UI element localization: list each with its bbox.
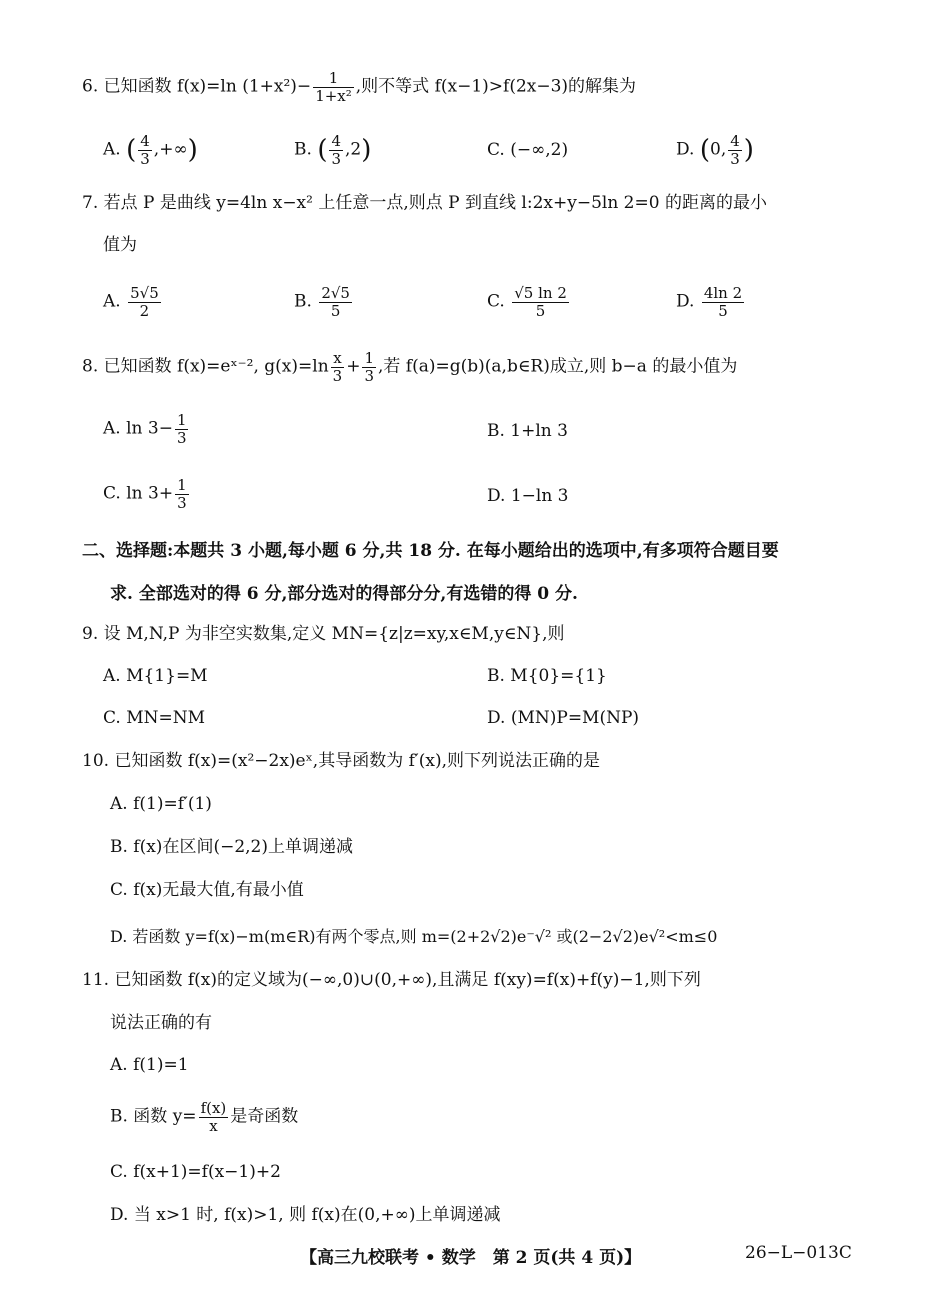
q8-option-d: D. 1−ln 3 bbox=[487, 486, 569, 506]
q11-option-d: D. 当 x>1 时, f(x)>1, 则 f(x)在(0,+∞)上单调递减 bbox=[110, 1205, 501, 1225]
q9-option-d: D. (MN)P=M(NP) bbox=[487, 708, 640, 728]
q6-option-a: A. ( $\frac{4}{3}$ ,+∞) bbox=[103, 132, 198, 168]
q6-stem-fraction: $\frac{1}{\text{1+x²}}$ bbox=[315, 69, 352, 105]
q6-option-d: D. (0, $\frac{4}{3}$ ) bbox=[676, 132, 754, 168]
q8-option-a: A. ln 3− $\frac{1}{3}$ bbox=[103, 411, 187, 447]
page-footer-code: 26−L−013C bbox=[745, 1243, 852, 1263]
q7-option-d: D. $\frac{4\ln 2}{5}$ bbox=[676, 284, 743, 320]
q11-stem-line2: 说法正确的有 bbox=[110, 1013, 212, 1033]
q7-stem-line1: 7. 若点 P 是曲线 y=4ln x−x² 上任意一点,则点 P 到直线 l:2x+y−5ln 2=0 的距离的最小 bbox=[82, 193, 767, 213]
q7-option-c: C. $\frac{√5 \ln 2}{5}$ bbox=[487, 284, 567, 320]
q10-option-a: A. f(1)=f′(1) bbox=[110, 794, 212, 814]
q6-stem: 6. 已知函数 f(x)=ln (1+x²)− $\frac{1}{\text{1+x²}}$ ,则不等式 f(x−1)>f(2x−3)的解集为 bbox=[82, 69, 637, 105]
q11-option-a: A. f(1)=1 bbox=[110, 1055, 189, 1075]
q9-option-a: A. M{1}=M bbox=[103, 666, 208, 686]
q11-option-b: B. 函数 y= $\frac{f(x)}{x}$ 是奇函数 bbox=[110, 1099, 299, 1135]
q10-option-d: D. 若函数 y=f(x)−m(m∈R)有两个零点,则 m=(2+2√2)e⁻√² 或(2−2√2)e√²<m≤0 bbox=[110, 927, 718, 946]
q9-option-c: C. MN=NM bbox=[103, 708, 206, 728]
section2-line1: 二、选择题:本题共 3 小题,每小题 6 分,共 18 分. 在每小题给出的选项中,有多项符合题目要 bbox=[82, 541, 779, 561]
q11-option-c: C. f(x+1)=f(x−1)+2 bbox=[110, 1162, 281, 1182]
q8-option-c: C. ln 3+ $\frac{1}{3}$ bbox=[103, 476, 187, 512]
q9-option-b: B. M{0}={1} bbox=[487, 666, 607, 686]
q7-option-b: B. $\frac{2√5}{5}$ bbox=[294, 284, 350, 320]
section2-line2: 求. 全部选对的得 6 分,部分选对的得部分分,有选错的得 0 分. bbox=[110, 584, 578, 604]
page-footer-title: 【高三九校联考 • 数学 第 2 页(共 4 页)】 bbox=[300, 1248, 642, 1268]
q10-option-b: B. f(x)在区间(−2,2)上单调递减 bbox=[110, 837, 353, 857]
q6-option-c: C. (−∞,2) bbox=[487, 140, 569, 160]
q6-option-b: B. ( $\frac{4}{3}$ ,2) bbox=[294, 132, 372, 168]
q8-option-b: B. 1+ln 3 bbox=[487, 421, 568, 441]
q9-stem: 9. 设 M,N,P 为非空实数集,定义 MN={z|z=xy,x∈M,y∈N},则 bbox=[82, 624, 565, 644]
q7-stem-line2: 值为 bbox=[103, 235, 137, 255]
q7-option-a: A. $\frac{5√5}{2}$ bbox=[103, 284, 159, 320]
q10-stem: 10. 已知函数 f(x)=(x²−2x)eˣ,其导函数为 f′(x),则下列说法正确的是 bbox=[82, 751, 601, 771]
q8-stem: 8. 已知函数 f(x)=eˣ⁻², g(x)=ln $\frac{x}{3}$ + $\frac{1}{3}$ ,若 f(a)=g(b)(a,b∈R)成立,则 b−a 的最小值为 bbox=[82, 349, 738, 385]
q10-option-c: C. f(x)无最大值,有最小值 bbox=[110, 880, 304, 900]
q11-stem-line1: 11. 已知函数 f(x)的定义域为(−∞,0)∪(0,+∞),且满足 f(xy)=f(x)+f(y)−1,则下列 bbox=[82, 970, 701, 990]
